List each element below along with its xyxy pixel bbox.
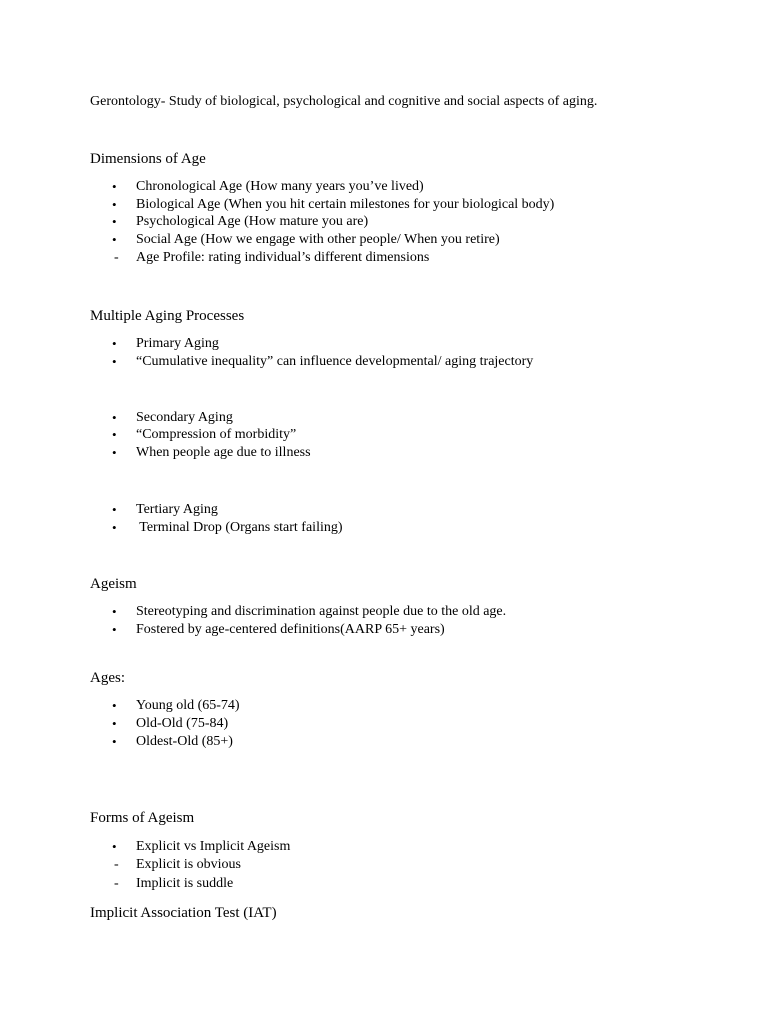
dash-marker: - — [114, 876, 119, 891]
bullet-marker: • — [112, 410, 117, 425]
list-item: Primary Aging — [136, 336, 219, 351]
list-item: Social Age (How we engage with other people/ When you retire) — [136, 232, 500, 247]
dash-marker: - — [114, 857, 119, 872]
bullet-marker: • — [112, 604, 117, 619]
list-item: Chronological Age (How many years you’ve lived) — [136, 179, 424, 194]
bullet-marker: • — [112, 502, 117, 517]
bullet-marker: • — [112, 427, 117, 442]
list-item: Old-Old (75-84) — [136, 716, 229, 731]
list-item: Secondary Aging — [136, 410, 233, 425]
list-item: Explicit vs Implicit Ageism — [136, 839, 291, 854]
section-heading-forms: Forms of Ageism — [90, 810, 195, 826]
list-item: “Compression of morbidity” — [136, 427, 297, 442]
intro-text: Gerontology- Study of biological, psychological and cognitive and social aspects of aging. — [90, 94, 598, 109]
bullet-marker: • — [112, 197, 117, 212]
section-heading-ageism: Ageism — [90, 576, 137, 592]
bullet-marker: • — [112, 336, 117, 351]
bullet-marker: • — [112, 734, 117, 749]
list-item: Tertiary Aging — [136, 502, 218, 517]
section-heading-iat: Implicit Association Test (IAT) — [90, 905, 277, 921]
list-item: Stereotyping and discrimination against people due to the old age. — [136, 604, 507, 619]
bullet-marker: • — [112, 232, 117, 247]
list-item: Psychological Age (How mature you are) — [136, 214, 369, 229]
list-item: Implicit is suddle — [136, 876, 234, 891]
list-item: Young old (65-74) — [136, 698, 240, 713]
list-item: Oldest-Old (85+) — [136, 734, 233, 749]
list-item: Age Profile: rating individual’s different dimensions — [136, 250, 430, 265]
bullet-marker: • — [112, 520, 117, 535]
dash-marker: - — [114, 250, 119, 265]
section-heading-ages: Ages: — [90, 670, 125, 686]
list-item: Terminal Drop (Organs start failing) — [136, 520, 343, 535]
bullet-marker: • — [112, 445, 117, 460]
bullet-marker: • — [112, 214, 117, 229]
bullet-marker: • — [112, 698, 117, 713]
bullet-marker: • — [112, 716, 117, 731]
bullet-marker: • — [112, 179, 117, 194]
list-item: Explicit is obvious — [136, 857, 241, 872]
bullet-marker: • — [112, 839, 117, 854]
list-item: Fostered by age-centered definitions(AARP 65+ years) — [136, 622, 445, 637]
list-item: Biological Age (When you hit certain milestones for your biological body) — [136, 197, 555, 212]
bullet-marker: • — [112, 354, 117, 369]
list-item: “Cumulative inequality” can influence developmental/ aging trajectory — [136, 354, 534, 369]
section-heading-dimensions: Dimensions of Age — [90, 151, 206, 167]
section-heading-processes: Multiple Aging Processes — [90, 308, 245, 324]
list-item: When people age due to illness — [136, 445, 311, 460]
bullet-marker: • — [112, 622, 117, 637]
